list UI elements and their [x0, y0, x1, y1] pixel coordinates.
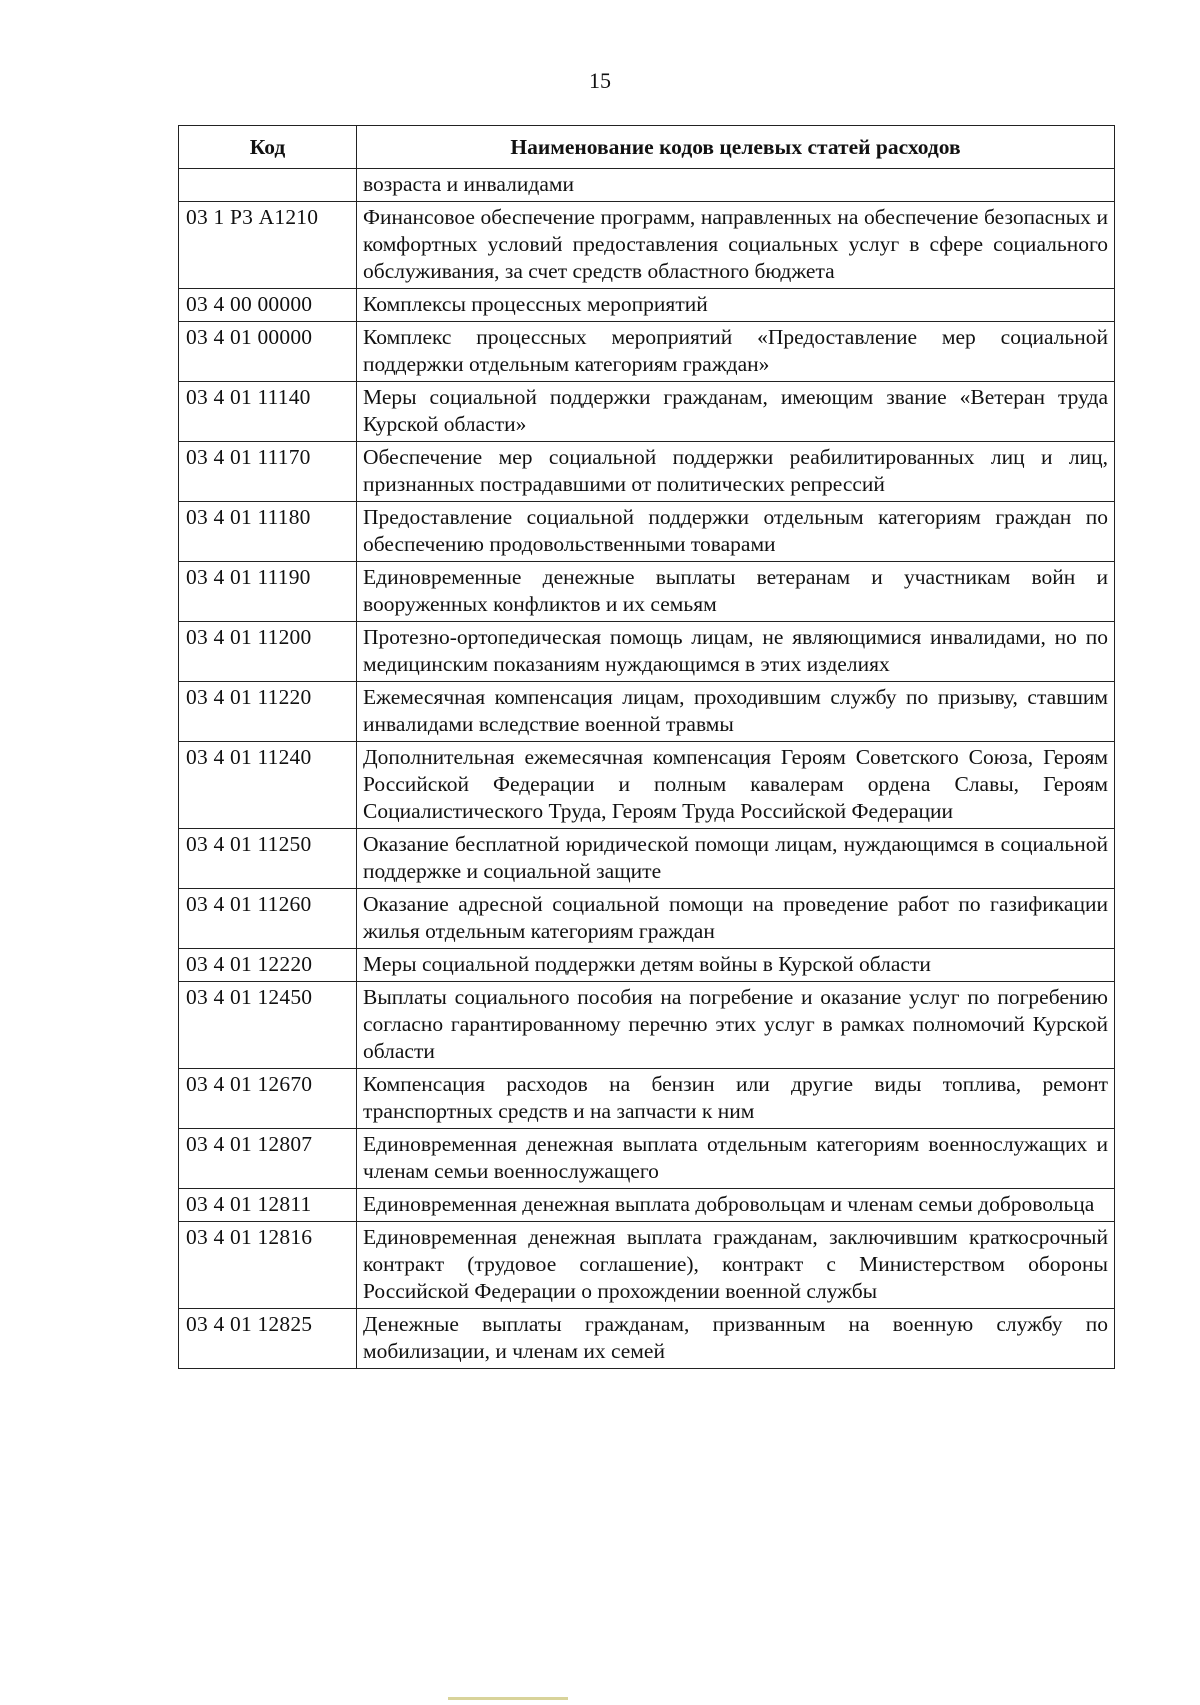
table-row	[179, 982, 1115, 1069]
row-code	[179, 169, 357, 202]
table-row	[179, 1129, 1115, 1189]
table-body	[179, 169, 1115, 1369]
table-row	[179, 1309, 1115, 1369]
row-code: 03 4 01 12670	[179, 1069, 357, 1129]
table-row	[179, 1069, 1115, 1129]
row-name: Комплекс процессных мероприятий «Предоставление мер социальной поддержки отдельным категориям граждан»	[357, 322, 1115, 382]
row-name: Протезно-ортопедическая помощь лицам, не являющимися инвалидами, но по медицинским показаниям нуждающимся в этих изделиях	[357, 622, 1115, 682]
table-row	[179, 322, 1115, 382]
row-code: 03 4 00 00000	[179, 289, 357, 322]
row-name: Меры социальной поддержки детям войны в Курской области	[357, 949, 1115, 982]
row-name: Дополнительная ежемесячная компенсация Героям Советского Союза, Героям Российской Федерации и полным кавалерам ордена Славы, Героям Социалистического Труда, Героям Труда Российской Федерации	[357, 742, 1115, 829]
table-row	[179, 1189, 1115, 1222]
row-code: 03 4 01 11180	[179, 502, 357, 562]
row-code: 03 4 01 11200	[179, 622, 357, 682]
row-code: 03 4 01 11260	[179, 889, 357, 949]
row-code: 03 4 01 11240	[179, 742, 357, 829]
row-name: Единовременная денежная выплата отдельным категориям военнослужащих и членам семьи военнослужащего	[357, 1129, 1115, 1189]
table-header	[179, 126, 1115, 169]
table-row	[179, 829, 1115, 889]
budget-codes-table	[178, 125, 1115, 1369]
row-name: Компенсация расходов на бензин или другие виды топлива, ремонт транспортных средств и на запчасти к ним	[357, 1069, 1115, 1129]
table-row	[179, 442, 1115, 502]
row-name: Комплексы процессных мероприятий	[357, 289, 1115, 322]
row-name: Единовременная денежная выплата добровольцам и членам семьи добровольца	[357, 1189, 1115, 1222]
row-name: Меры социальной поддержки гражданам, имеющим звание «Ветеран труда Курской области»	[357, 382, 1115, 442]
row-code: 03 1 Р3 А1210	[179, 202, 357, 289]
row-name: Оказание бесплатной юридической помощи лицам, нуждающимся в социальной поддержке и социальной защите	[357, 829, 1115, 889]
table-row	[179, 889, 1115, 949]
table-row	[179, 202, 1115, 289]
table-row	[179, 949, 1115, 982]
table-row	[179, 502, 1115, 562]
header-row	[179, 126, 1115, 169]
row-code: 03 4 01 12807	[179, 1129, 357, 1189]
scan-edge-mark	[448, 1697, 568, 1700]
table-row	[179, 1222, 1115, 1309]
row-name: Единовременная денежная выплата гражданам, заключившим краткосрочный контракт (трудовое соглашение), контракт с Министерством обороны Российской Федерации о прохождении военной службы	[357, 1222, 1115, 1309]
row-name: Финансовое обеспечение программ, направленных на обеспечение безопасных и комфортных условий предоставления социальных услуг в сфере социального обслуживания, за счет средств областного бюджета	[357, 202, 1115, 289]
row-name: возраста и инвалидами	[357, 169, 1115, 202]
row-name: Единовременные денежные выплаты ветеранам и участникам войн и вооруженных конфликтов и их семьям	[357, 562, 1115, 622]
row-code: 03 4 01 11250	[179, 829, 357, 889]
header-name: Наименование кодов целевых статей расходов	[357, 126, 1115, 169]
row-name: Предоставление социальной поддержки отдельным категориям граждан по обеспечению продовольственными товарами	[357, 502, 1115, 562]
table-row	[179, 622, 1115, 682]
row-code: 03 4 01 00000	[179, 322, 357, 382]
row-code: 03 4 01 11170	[179, 442, 357, 502]
row-code: 03 4 01 11190	[179, 562, 357, 622]
row-name: Выплаты социального пособия на погребение и оказание услуг по погребению согласно гарантированному перечню этих услуг в рамках полномочий Курской области	[357, 982, 1115, 1069]
row-name: Ежемесячная компенсация лицам, проходившим службу по призыву, ставшим инвалидами вследствие военной травмы	[357, 682, 1115, 742]
table-row	[179, 562, 1115, 622]
table-row	[179, 742, 1115, 829]
row-name: Денежные выплаты гражданам, призванным на военную службу по мобилизации, и членам их семей	[357, 1309, 1115, 1369]
table-row	[179, 169, 1115, 202]
row-code: 03 4 01 12811	[179, 1189, 357, 1222]
table-row	[179, 289, 1115, 322]
row-code: 03 4 01 11140	[179, 382, 357, 442]
row-name: Оказание адресной социальной помощи на проведение работ по газификации жилья отдельным категориям граждан	[357, 889, 1115, 949]
row-code: 03 4 01 12220	[179, 949, 357, 982]
row-name: Обеспечение мер социальной поддержки реабилитированных лиц и лиц, признанных пострадавшими от политических репрессий	[357, 442, 1115, 502]
table-row	[179, 382, 1115, 442]
table-row	[179, 682, 1115, 742]
row-code: 03 4 01 12825	[179, 1309, 357, 1369]
row-code: 03 4 01 12450	[179, 982, 357, 1069]
page-number: 15	[589, 68, 611, 93]
row-code: 03 4 01 11220	[179, 682, 357, 742]
header-code: Код	[179, 126, 357, 169]
row-code: 03 4 01 12816	[179, 1222, 357, 1309]
